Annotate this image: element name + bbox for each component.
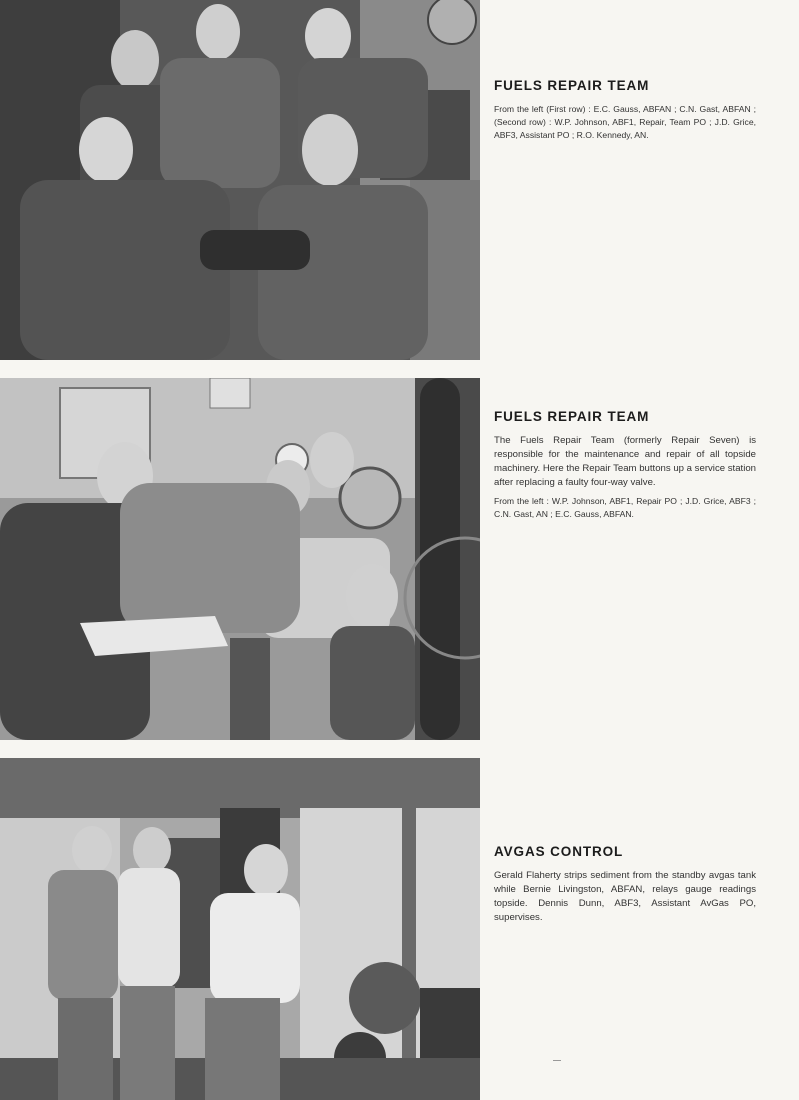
photo-fuels-repair-team-at-work: [0, 378, 480, 740]
photo-fuels-repair-team-portrait: [0, 0, 480, 360]
caption-avgas-control: [494, 844, 756, 925]
caption-fuels-repair-team-2: [494, 409, 756, 521]
section-heading: FUELS REPAIR TEAM: [494, 78, 650, 93]
caption-names: From the left : W.P. Johnson, ABF1, Repair PO ; J.D. Grice, ABF3 ; C.N. Gast, AN ; E.C. Gauss, ABFAN.: [494, 496, 756, 519]
section-heading: AVGAS CONTROL: [494, 844, 624, 859]
caption-text: Gerald Flaherty strips sediment from the standby avgas tank while Bernie Livingston, ABFAN, relays gauge readings topside. Dennis Dunn, ABF3, Assistant AvGas PO, supervises.: [494, 870, 756, 923]
caption-fuels-repair-team-1: [494, 78, 756, 142]
photo-2-illustration: [0, 378, 480, 740]
caption-text: The Fuels Repair Team (formerly Repair Seven) is responsible for the maintenance and repair of all topside machinery. Here the Repair Team buttons up a service station after replacing a faulty four-way valve.: [494, 435, 757, 488]
page-mark: [553, 1060, 561, 1061]
section-heading: FUELS REPAIR TEAM: [494, 409, 650, 424]
photo-3-illustration: [0, 758, 480, 1100]
photo-avgas-control: [0, 758, 480, 1100]
caption-text: From the left (First row) : E.C. Gauss, ABFAN ; C.N. Gast, ABFAN ; (Second row) : W.P. Johnson, ABF1, Repair, Team PO ; J.D. Grice, ABF3, Assistant PO ; R.O. Kennedy, AN.: [494, 104, 756, 140]
photo-1-illustration: [0, 0, 480, 360]
